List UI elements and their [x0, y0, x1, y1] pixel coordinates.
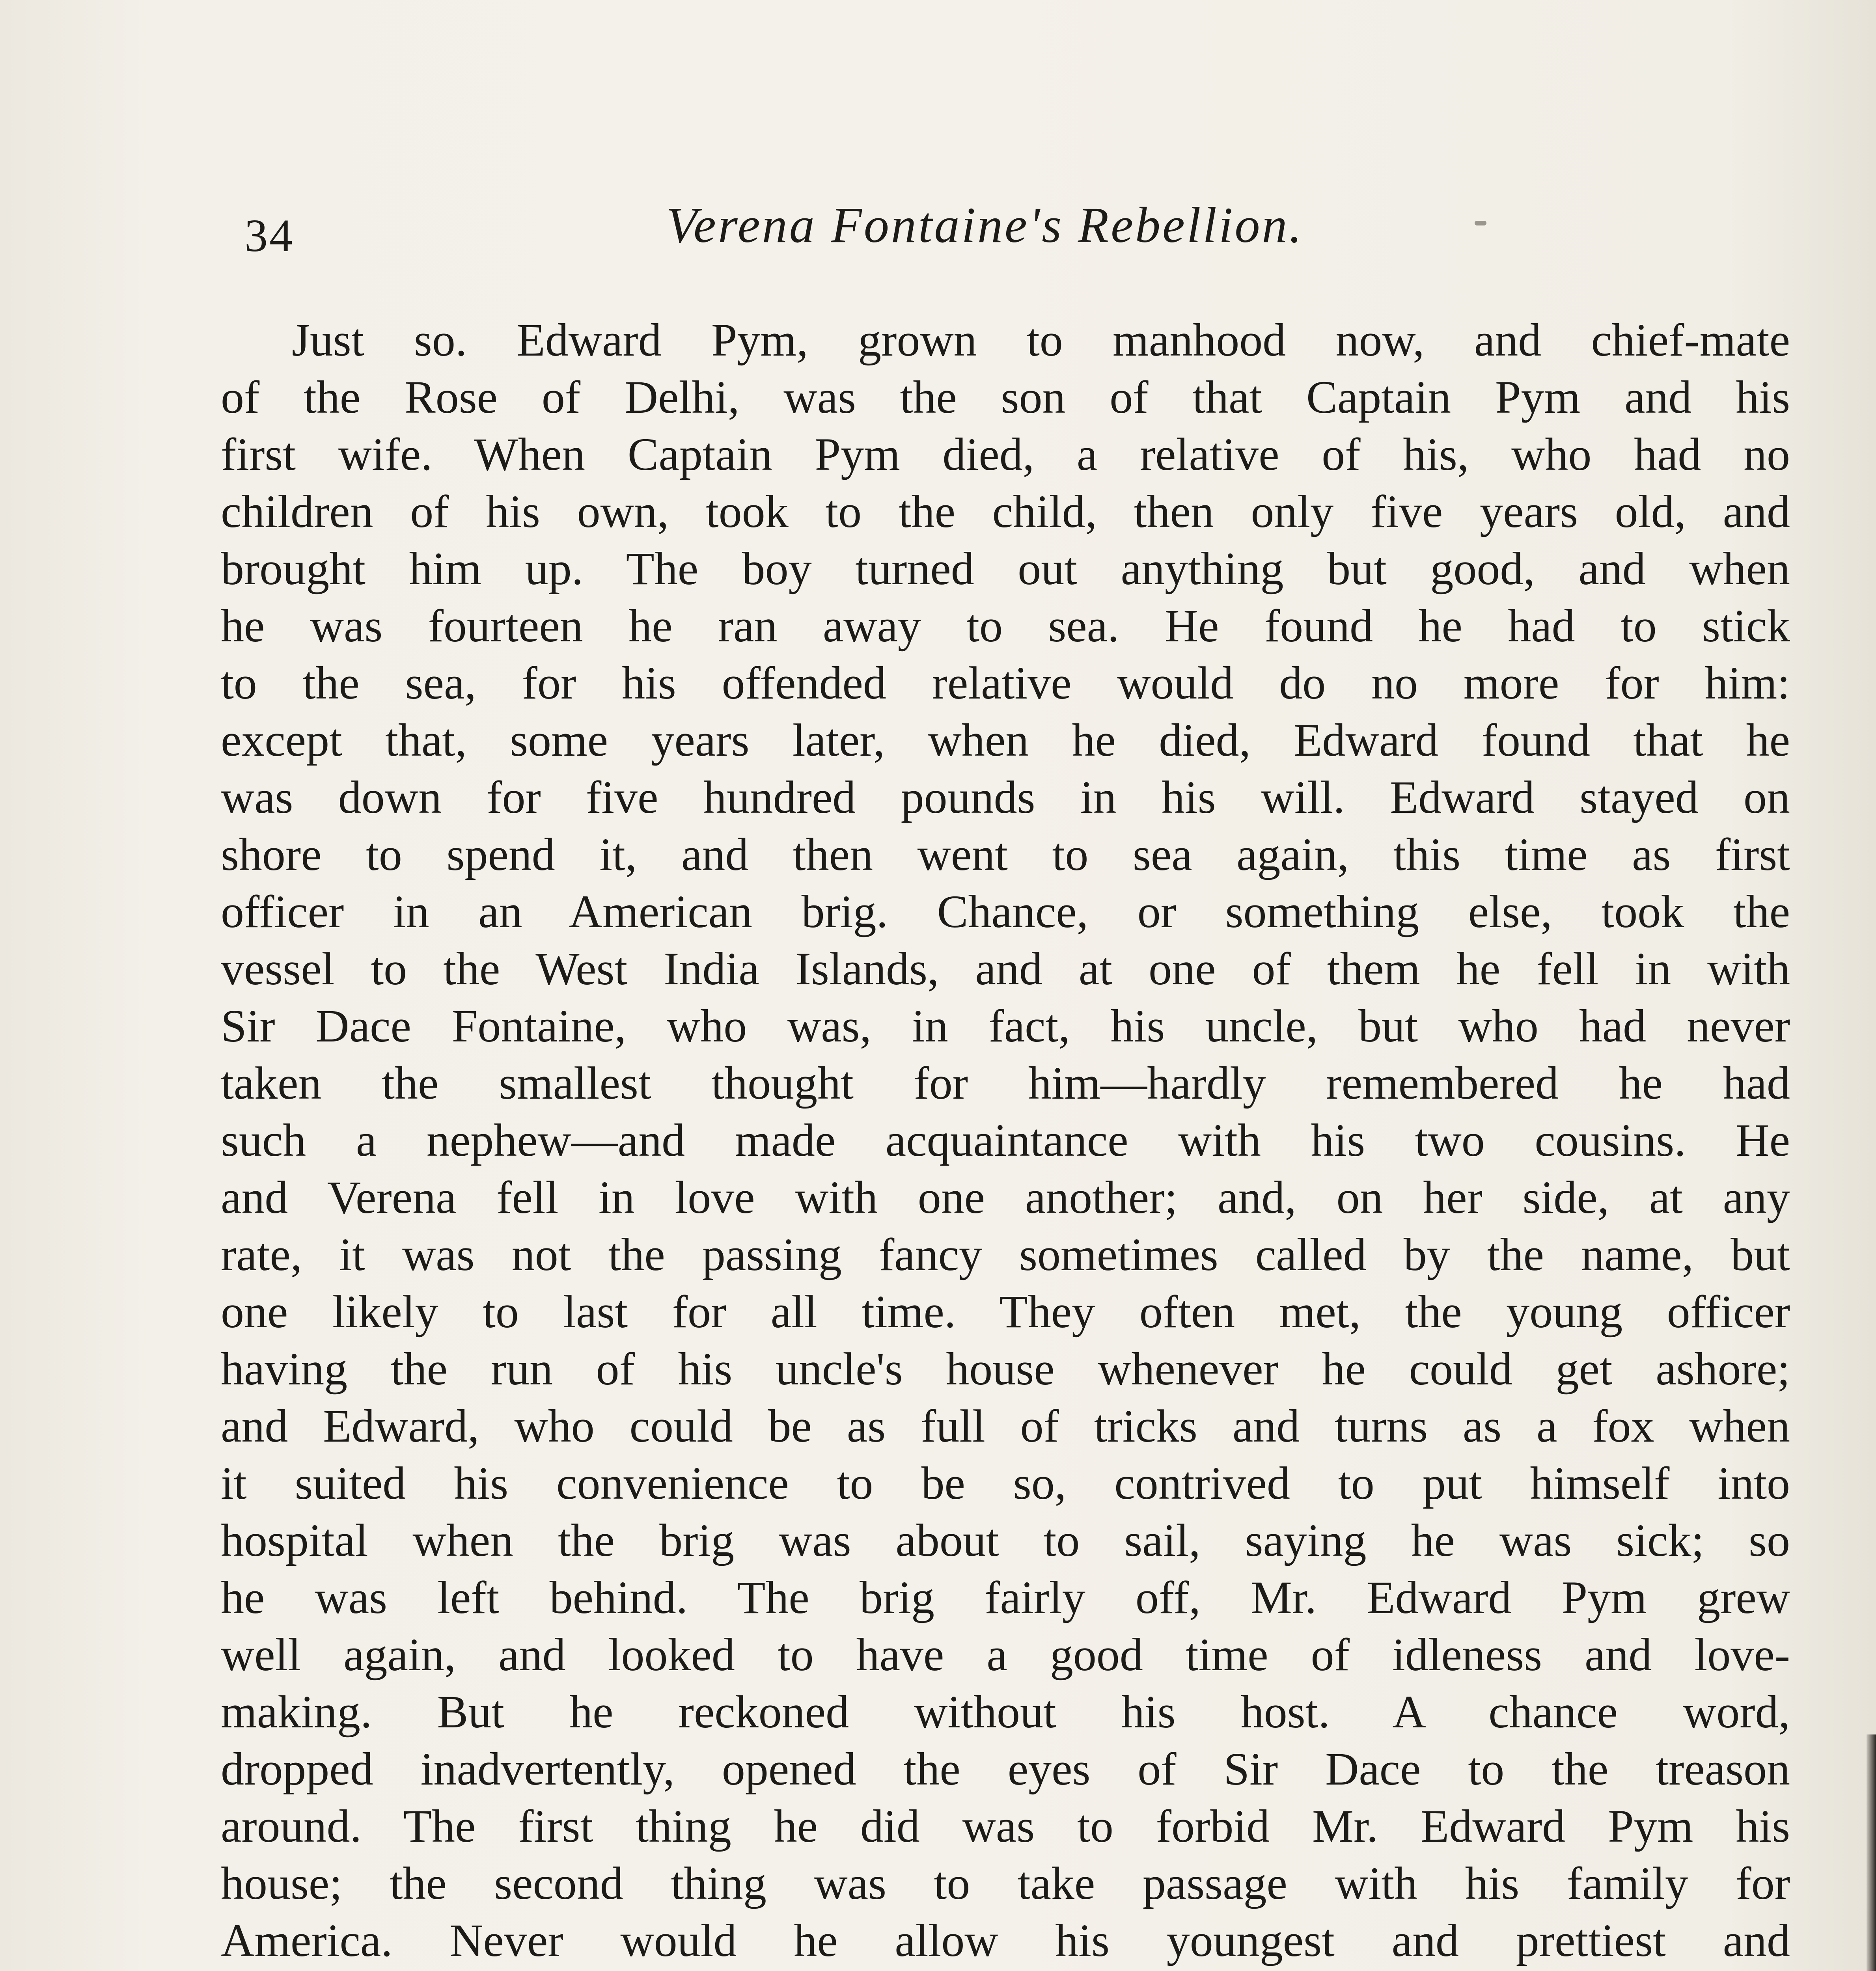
text-line: America. Never would he allow his youngest and prettiest and [221, 1915, 1790, 1966]
text-line: taken the smallest thought for him—hardly remembered he had [221, 1057, 1790, 1109]
text-line: vessel to the West India Islands, and at one of them he fell in with [221, 943, 1790, 995]
text-line [221, 1969, 1790, 1971]
text-line: of the Rose of Delhi, was the son of that Captain Pym and his [221, 371, 1790, 423]
text-line: and Edward, who could be as full of tricks and turns as a fox when [221, 1400, 1790, 1452]
text-line: one likely to last for all time. They often met, the young officer [221, 1286, 1790, 1338]
running-title: Verena Fontaine's Rebellion. [666, 197, 1304, 253]
text-line: making. But he reckoned without his host. A chance word, [221, 1686, 1790, 1738]
text-line: well again, and looked to have a good time of idleness and love- [221, 1629, 1790, 1680]
text-line: he was fourteen he ran away to sea. He found he had to stick [221, 600, 1790, 652]
text-line: was down for five hundred pounds in his will. Edward stayed on [221, 771, 1790, 823]
text-line: Just so. Edward Pym, grown to manhood now, and chief-mate [292, 314, 1790, 366]
text-line: he was left behind. The brig fairly off, Mr. Edward Pym grew [221, 1572, 1790, 1623]
paragraph-1 [221, 311, 1790, 1971]
text-line: except that, some years later, when he died, Edward found that he [221, 714, 1790, 766]
text-line: to the sea, for his offended relative would do no more for him: [221, 657, 1790, 709]
text-line: officer in an American brig. Chance, or something else, took the [221, 886, 1790, 937]
text-line: first wife. When Captain Pym died, a relative of his, who had no [221, 428, 1790, 480]
text-line: it suited his convenience to be so, contrived to put himself into [221, 1457, 1790, 1509]
text-line: around. The first thing he did was to forbid Mr. Edward Pym his [221, 1800, 1790, 1852]
text-line: hospital when the brig was about to sail, saying he was sick; so [221, 1515, 1790, 1566]
text-line: and Verena fell in love with one another; and, on her side, at any [221, 1172, 1790, 1223]
page-number: 34 [244, 210, 294, 261]
text-line: house; the second thing was to take passage with his family for [221, 1857, 1790, 1909]
binding-shadow [1867, 1734, 1876, 1971]
page-header [244, 193, 1782, 272]
text-line: shore to spend it, and then went to sea again, this time as first [221, 829, 1790, 880]
text-line: dropped inadvertently, opened the eyes of Sir Dace to the treason [221, 1743, 1790, 1795]
text-line: Sir Dace Fontaine, who was, in fact, his uncle, but who had never [221, 1000, 1790, 1052]
text-line: rate, it was not the passing fancy sometimes called by the name, but [221, 1229, 1790, 1280]
text-line: brought him up. The boy turned out anything but good, and when [221, 543, 1790, 594]
text-line: having the run of his uncle's house whenever he could get ashore; [221, 1343, 1790, 1395]
text-line: such a nephew—and made acquaintance with his two cousins. He [221, 1114, 1790, 1166]
text-line: children of his own, took to the child, then only five years old, and [221, 486, 1790, 537]
